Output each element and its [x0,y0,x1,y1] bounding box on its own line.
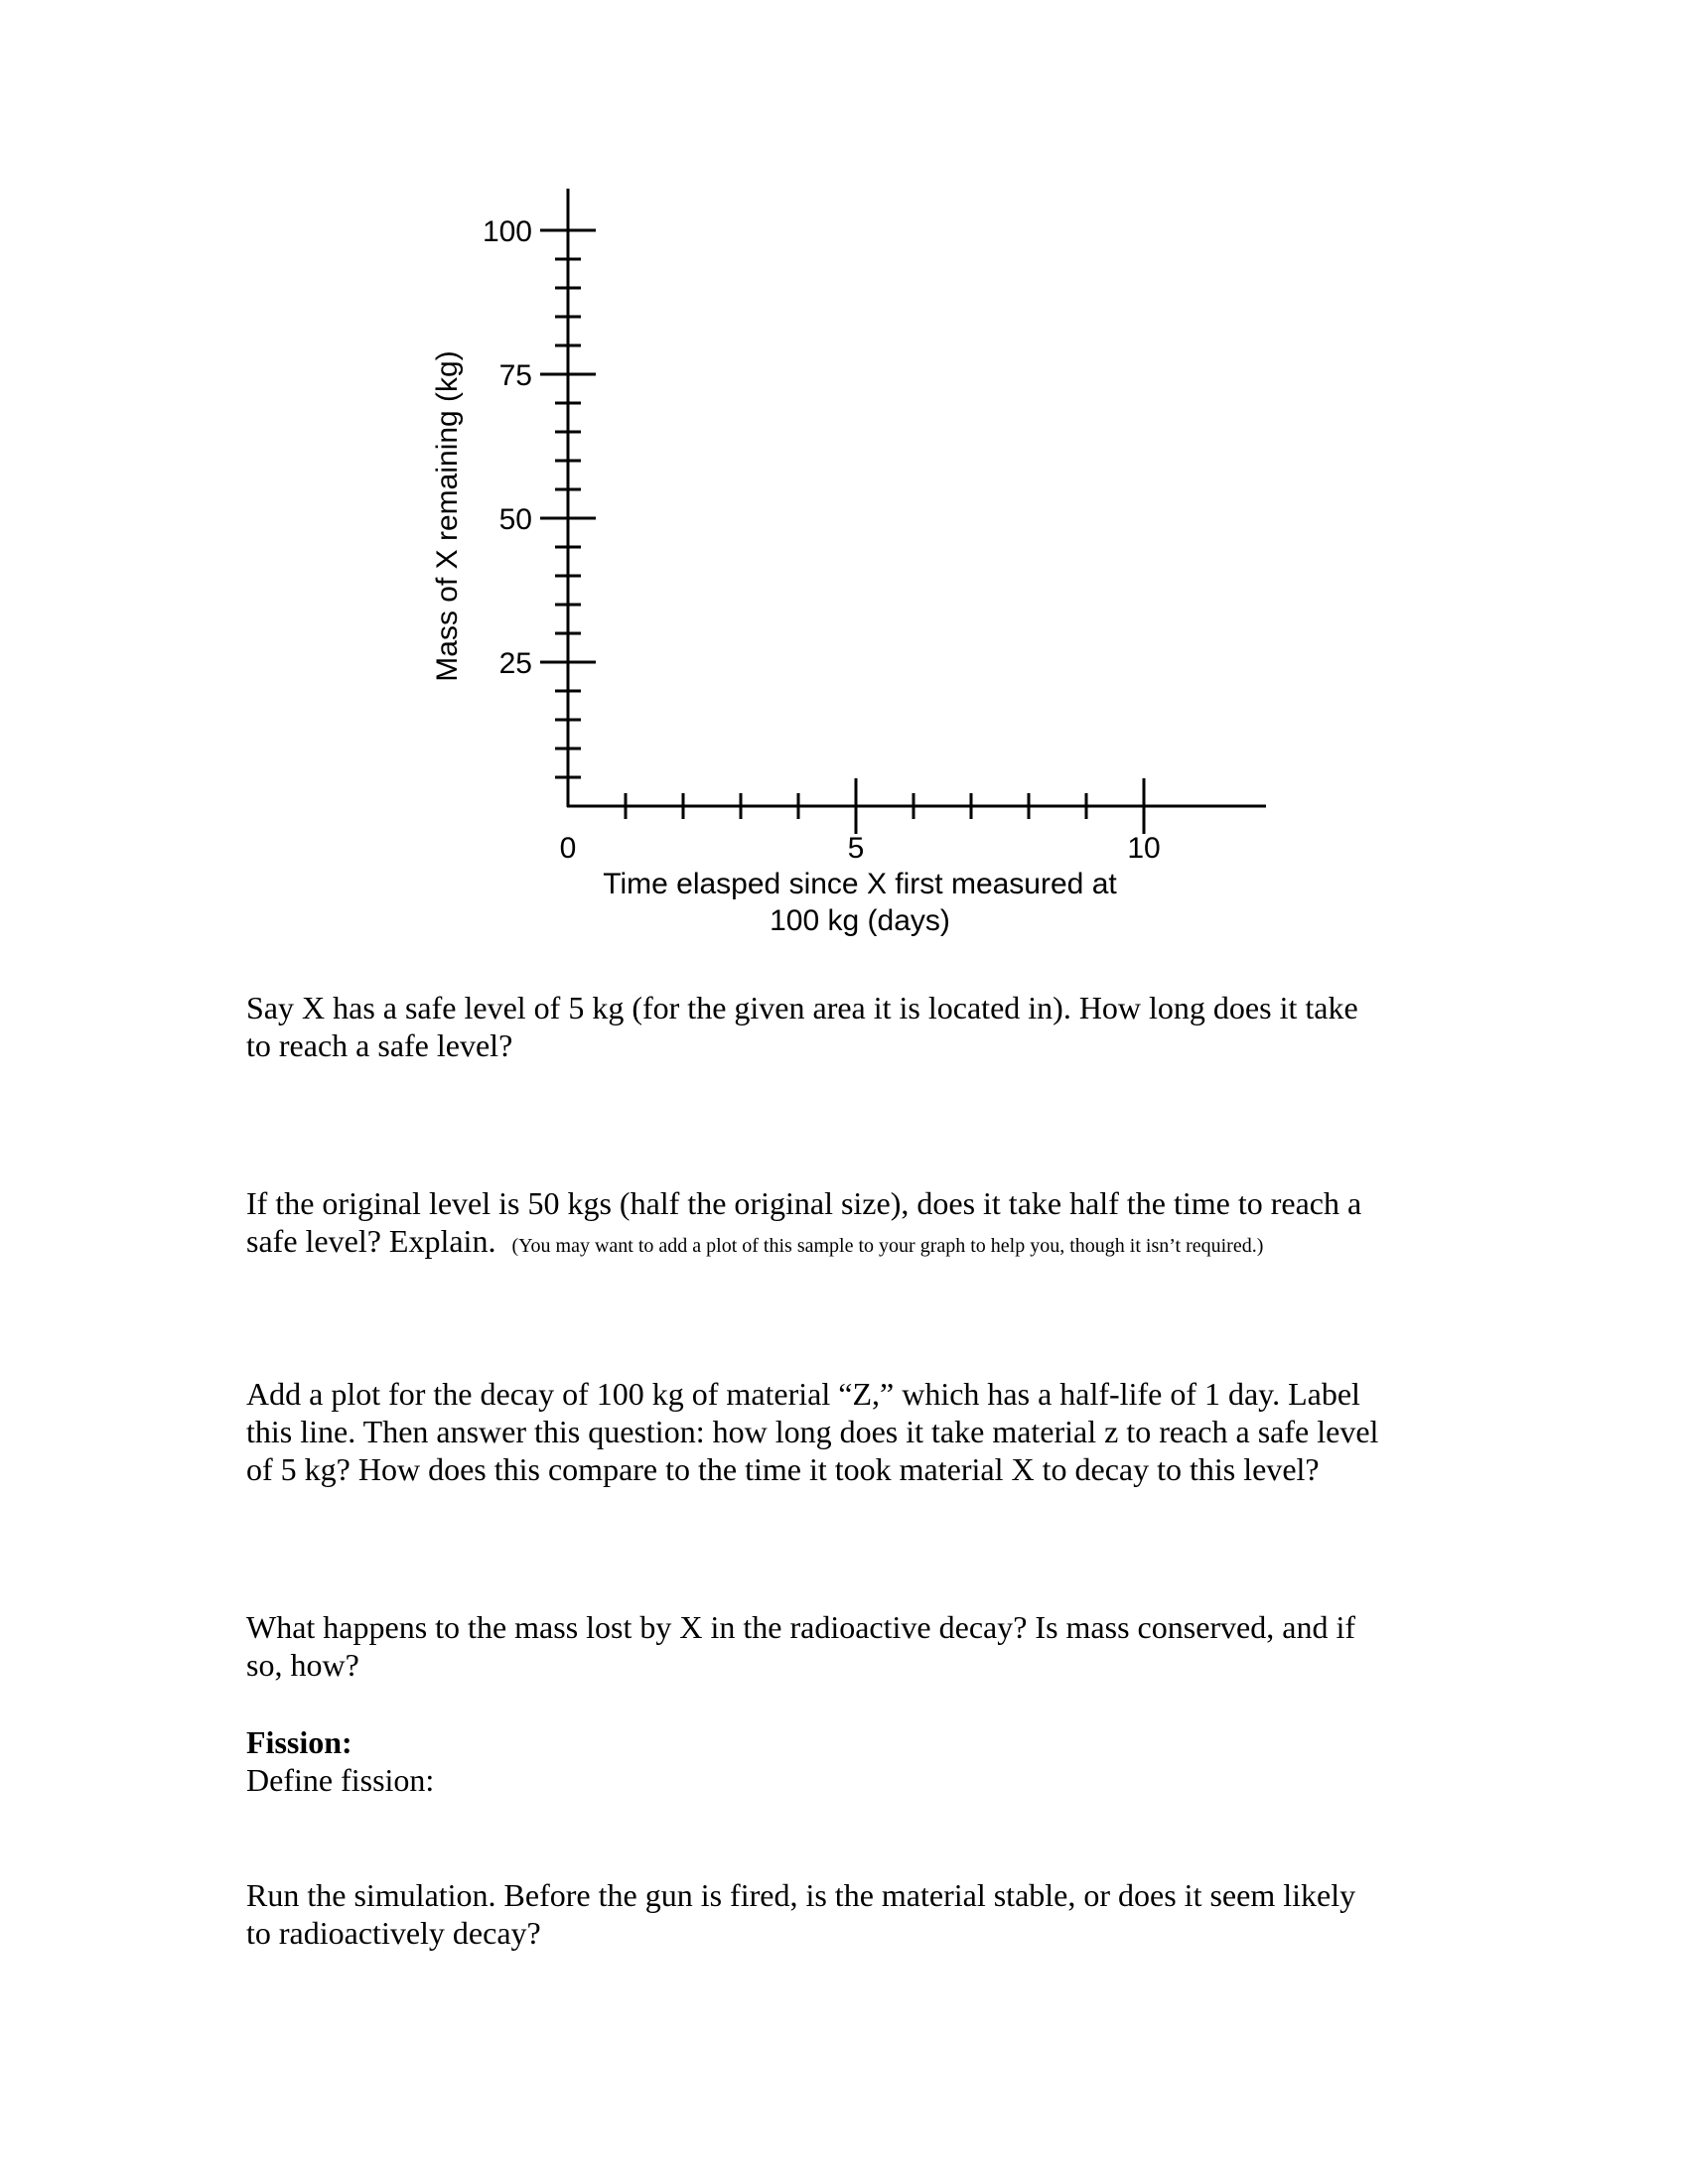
y-tick-label: 75 [498,359,532,392]
x-tick-label: 10 [1127,832,1161,865]
x-axis-tick-labels [560,832,1161,865]
question-text-line [246,1222,1468,1265]
question-text-line: What happens to the mass lost by X in the radioactive decay? Is mass conserved, and if [246,1609,1355,1645]
fission-heading: Fission: [246,1724,352,1760]
y-tick-label: 50 [498,503,532,536]
decay-graph [0,0,1688,953]
question-safe-level [246,989,1468,1064]
question-text-line: this line. Then answer this question: how long does it take material z to reach a safe level [246,1414,1379,1449]
question-simulation [246,1876,1468,1952]
fission-define-prompt: Define fission: [246,1762,435,1798]
y-tick-label: 25 [498,647,532,680]
y-axis-tick-labels [483,215,532,680]
question-material-z [246,1375,1468,1488]
question-text-line: Say X has a safe level of 5 kg (for the given area it is located in). How long does it take [246,990,1358,1025]
x-axis-title-line-1: Time elasped since X first measured at [603,868,1117,900]
y-tick-label: 100 [482,215,532,248]
question-text-line: to reach a safe level? [246,1027,513,1063]
question-mass-conserved [246,1608,1468,1684]
x-tick-label: 5 [847,832,865,865]
question-half-original [246,1184,1468,1265]
x-tick-label: 0 [559,832,577,865]
question-text-line: of 5 kg? How does this compare to the time it took material X to decay to this level? [246,1451,1320,1487]
question-note: (You may want to add a plot of this sample to your graph to help you, though it isn’t required.) [511,1235,1264,1257]
question-text-line: so, how? [246,1647,359,1683]
fission-section [246,1723,1468,1799]
question-text-line: If the original level is 50 kgs (half the original size), does it take half the time to reach a [246,1185,1362,1221]
question-text: safe level? Explain. [246,1223,496,1259]
question-text-line: to radioactively decay? [246,1915,541,1951]
question-text-line: Run the simulation. Before the gun is fired, is the material stable, or does it seem likely [246,1877,1356,1913]
x-axis-title-line-2: 100 kg (days) [770,904,950,937]
y-axis-title: Mass of X remaining (kg) [431,350,464,682]
question-text-line: Add a plot for the decay of 100 kg of material “Z,” which has a half-life of 1 day. Label [246,1376,1360,1412]
